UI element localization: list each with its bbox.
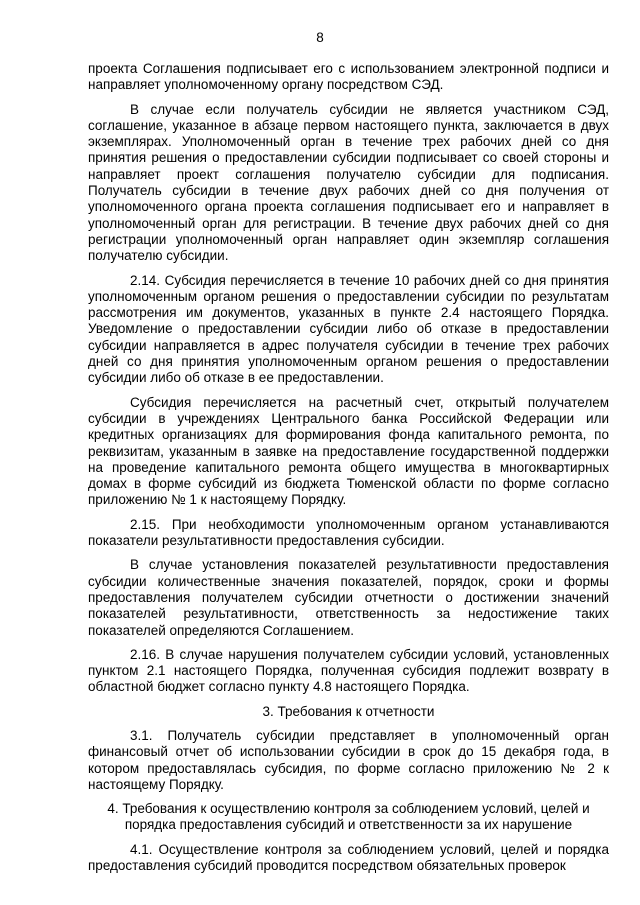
- section-heading-3: 3. Требования к отчетности: [262, 703, 435, 719]
- paragraph-non-sed-participant: В случае если получатель субсидии не является участником СЭД, соглашение, указанное в абзаце первом настоящего пункта, заключается в двух экземплярах. Уполномоченный орган в течение трех рабочих дней со дня принятия решения о предоставлении субсидии подписывает со своей стороны и направляет проект соглашения получателю субсидии для подписания. Получатель субсидии в течение двух рабочих дней со дня получения от уполномоченного органа проекта соглашения подписывает его и направляет в уполномоченный орган для регистрации. В течение двух рабочих дней со дня регистрации уполномоченный орган направляет один экземпляр соглашения получателю субсидии.: [88, 101, 609, 264]
- paragraph-soglashenie-signing: проекта Соглашения подписывает его с использованием электронной подписи и направляет уполномоченному органу посредством СЭД.: [88, 61, 609, 93]
- page-number: 8: [316, 30, 324, 45]
- paragraph-2-16: 2.16. В случае нарушения получателем субсидии условий, установленных пунктом 2.1 настоящего Порядка, полученная субсидия подлежит возврату в областной бюджет согласно пункту 4.8 настоящего Порядка.: [88, 646, 609, 695]
- paragraph-3-1: 3.1. Получатель субсидии представляет в уполномоченный орган финансовый отчет об использовании субсидии в срок до 15 декабря года, в котором предоставлялась субсидия, по форме согласно приложению № 2 к настоящему Порядку.: [88, 727, 609, 792]
- paragraph-performance-indicators: В случае установления показателей результативности предоставления субсидии количественные значения показателей, порядок, сроки и формы предоставления получателем субсидии отчетности о достижении значений показателей результативности, ответственность за недостижение таких показателей определяются Соглашением.: [88, 557, 609, 638]
- paragraph-2-14: 2.14. Субсидия перечисляется в течение 10 рабочих дней со дня принятия уполномоченным органом решения о предоставлении субсидии по результатам рассмотрения им документов, указанных в пункте 2.4 настоящего Порядка. Уведомление о предоставлении субсидии либо об отказе в предоставлении субсидии направляется в адрес получателя субсидии в течение трех рабочих дней со дня принятия уполномоченным органом решения о предоставлении субсидии либо об отказе в ее предоставлении.: [88, 272, 609, 386]
- paragraph-transfer-account: Субсидия перечисляется на расчетный счет, открытый получателем субсидии в учреждениях Центрального банка Российской Федерации или кредитных организациях для формирования фонда капитального ремонта, по реквизитам, указанным в заявке на предоставление государственной поддержки на проведение капитального ремонта общего имущества в многоквартирных домах в форме субсидий из бюджета Тюменской области по форме согласно приложению № 1 к настоящему Порядку.: [88, 394, 609, 508]
- paragraph-4-1: 4.1. Осуществление контроля за соблюдением условий, целей и порядка предоставления субсидий проводится посредством обязательных проверок: [88, 841, 609, 874]
- section-heading-4: 4. Требования к осуществлению контроля за соблюдением условий, целей и порядка предоставления субсидий и ответственности за их нарушение: [107, 801, 590, 833]
- document-body: [88, 61, 609, 874]
- paragraph-2-15: 2.15. При необходимости уполномоченным органом устанавливаются показатели результативности предоставления субсидии.: [88, 516, 609, 549]
